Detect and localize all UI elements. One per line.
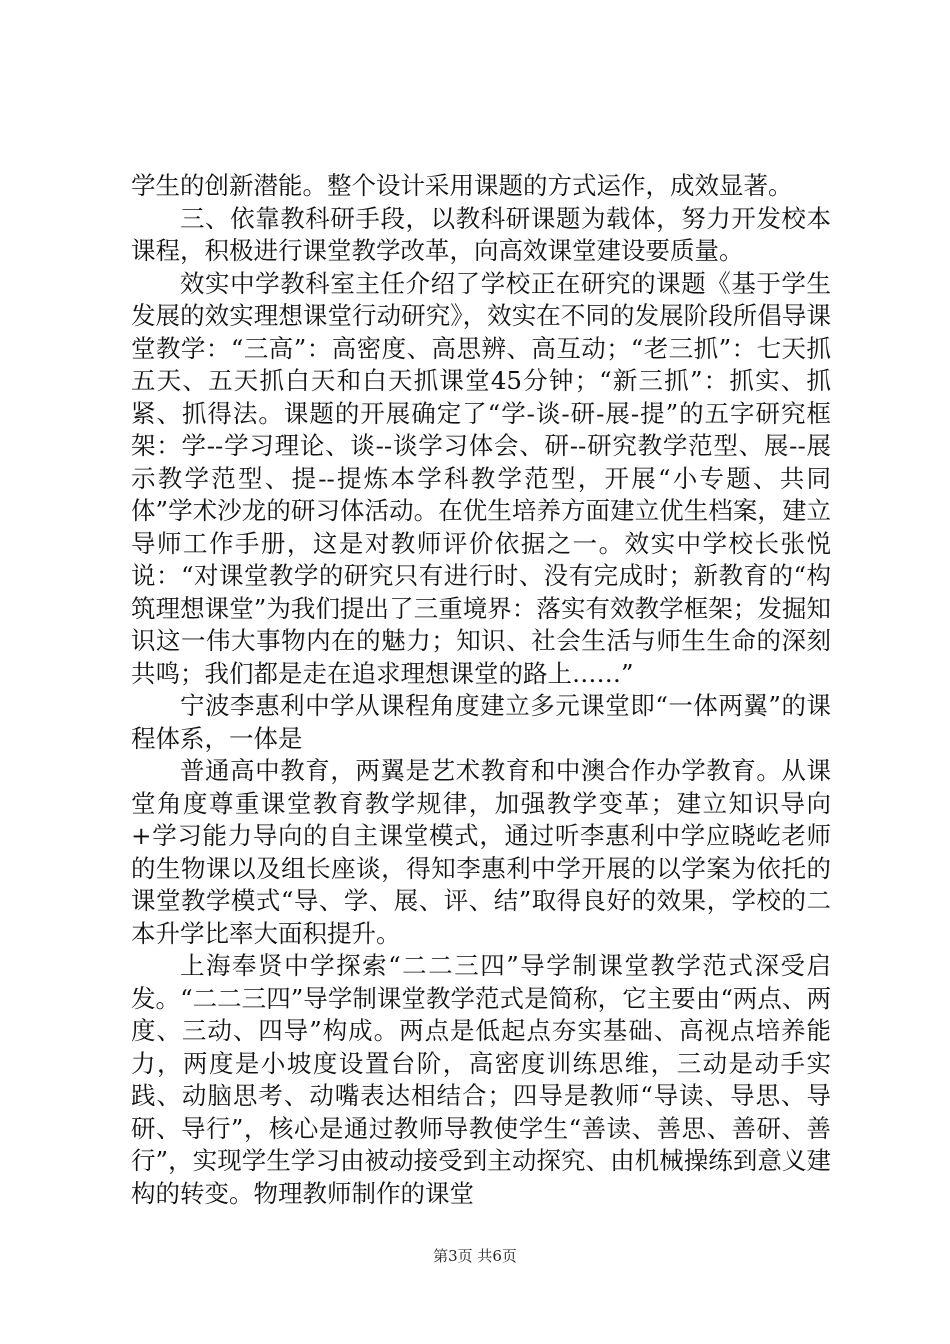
- paragraph-6: 上海奉贤中学探索“二二三四”导学制课堂教学范式深受启发。“二二三四”导学制课堂教学范式是简称，它主要由“两点、两度、三动、四导”构成。两点是低起点夯实基础、高视点培养能力，两度是小坡度设置台阶，高密度训练思维，三动是动手实践、动脑思考、动嘴表达相结合；四导是教师“导读、导思、导研、导行”，核心是通过教师导教使学生“善读、善思、善研、善行”，实现学生学习由被动接受到主动探究、由机械操练到意义建构的转变。物理教师制作的课堂: [131, 951, 831, 1208]
- document-body: [131, 170, 831, 1210]
- paragraph-3: 效实中学教科室主任介绍了学校正在研究的课题《基于学生发展的效实理想课堂行动研究》，效实在不同的发展阶段所倡导课堂教学：“三高”：高密度、高思辨、高互动；“老三抓”：七天抓五天、五天抓白天和白天抓课堂45分钟；“新三抓”：抓实、抓紧、抓得法。课题的开展确定了“学-谈-研-展-提”的五字研究框架：学--学习理论、谈--谈学习体会、研--研究教学范型、展--展示教学范型、提--提炼本学科教学范型，开展“小专题、共同体”学术沙龙的研习体活动。在优生培养方面建立优生档案，建立导师工作手册，这是对教师评价依据之一。效实中学校长张悦说：“对课堂教学的研究只有进行时、没有完成时；新教育的“构筑理想课堂”为我们提出了三重境界：落实有效教学框架；发掘知识这一伟大事物内在的魅力；知识、社会生活与师生生命的深刻共鸣；我们都是走在追求理想课堂的路上……”: [131, 268, 831, 688]
- paragraph-5: 普通高中教育，两翼是艺术教育和中澳合作办学教育。从课堂角度尊重课堂教育教学规律，加强教学变革；建立知识导向+学习能力导向的自主课堂模式，通过听李惠利中学应晓屹老师的生物课以及组长座谈，得知李惠利中学开展的以学案为依托的课堂教学模式“导、学、展、评、结”取得良好的效果，学校的二本升学比率大面积提升。: [131, 756, 831, 948]
- paragraph-1: 学生的创新潜能。整个设计采用课题的方式运作，成效显著。: [131, 171, 793, 200]
- paragraph-2: 三、依靠教科研手段，以教科研课题为载体，努力开发校本课程，积极进行课堂教学改革，向高效课堂建设要质量。: [131, 203, 831, 265]
- paragraph-4: 宁波李惠利中学从课程角度建立多元课堂即“一体两翼”的课程体系，一体是: [131, 691, 831, 753]
- page-number-footer: 第3页 共6页: [433, 1247, 517, 1265]
